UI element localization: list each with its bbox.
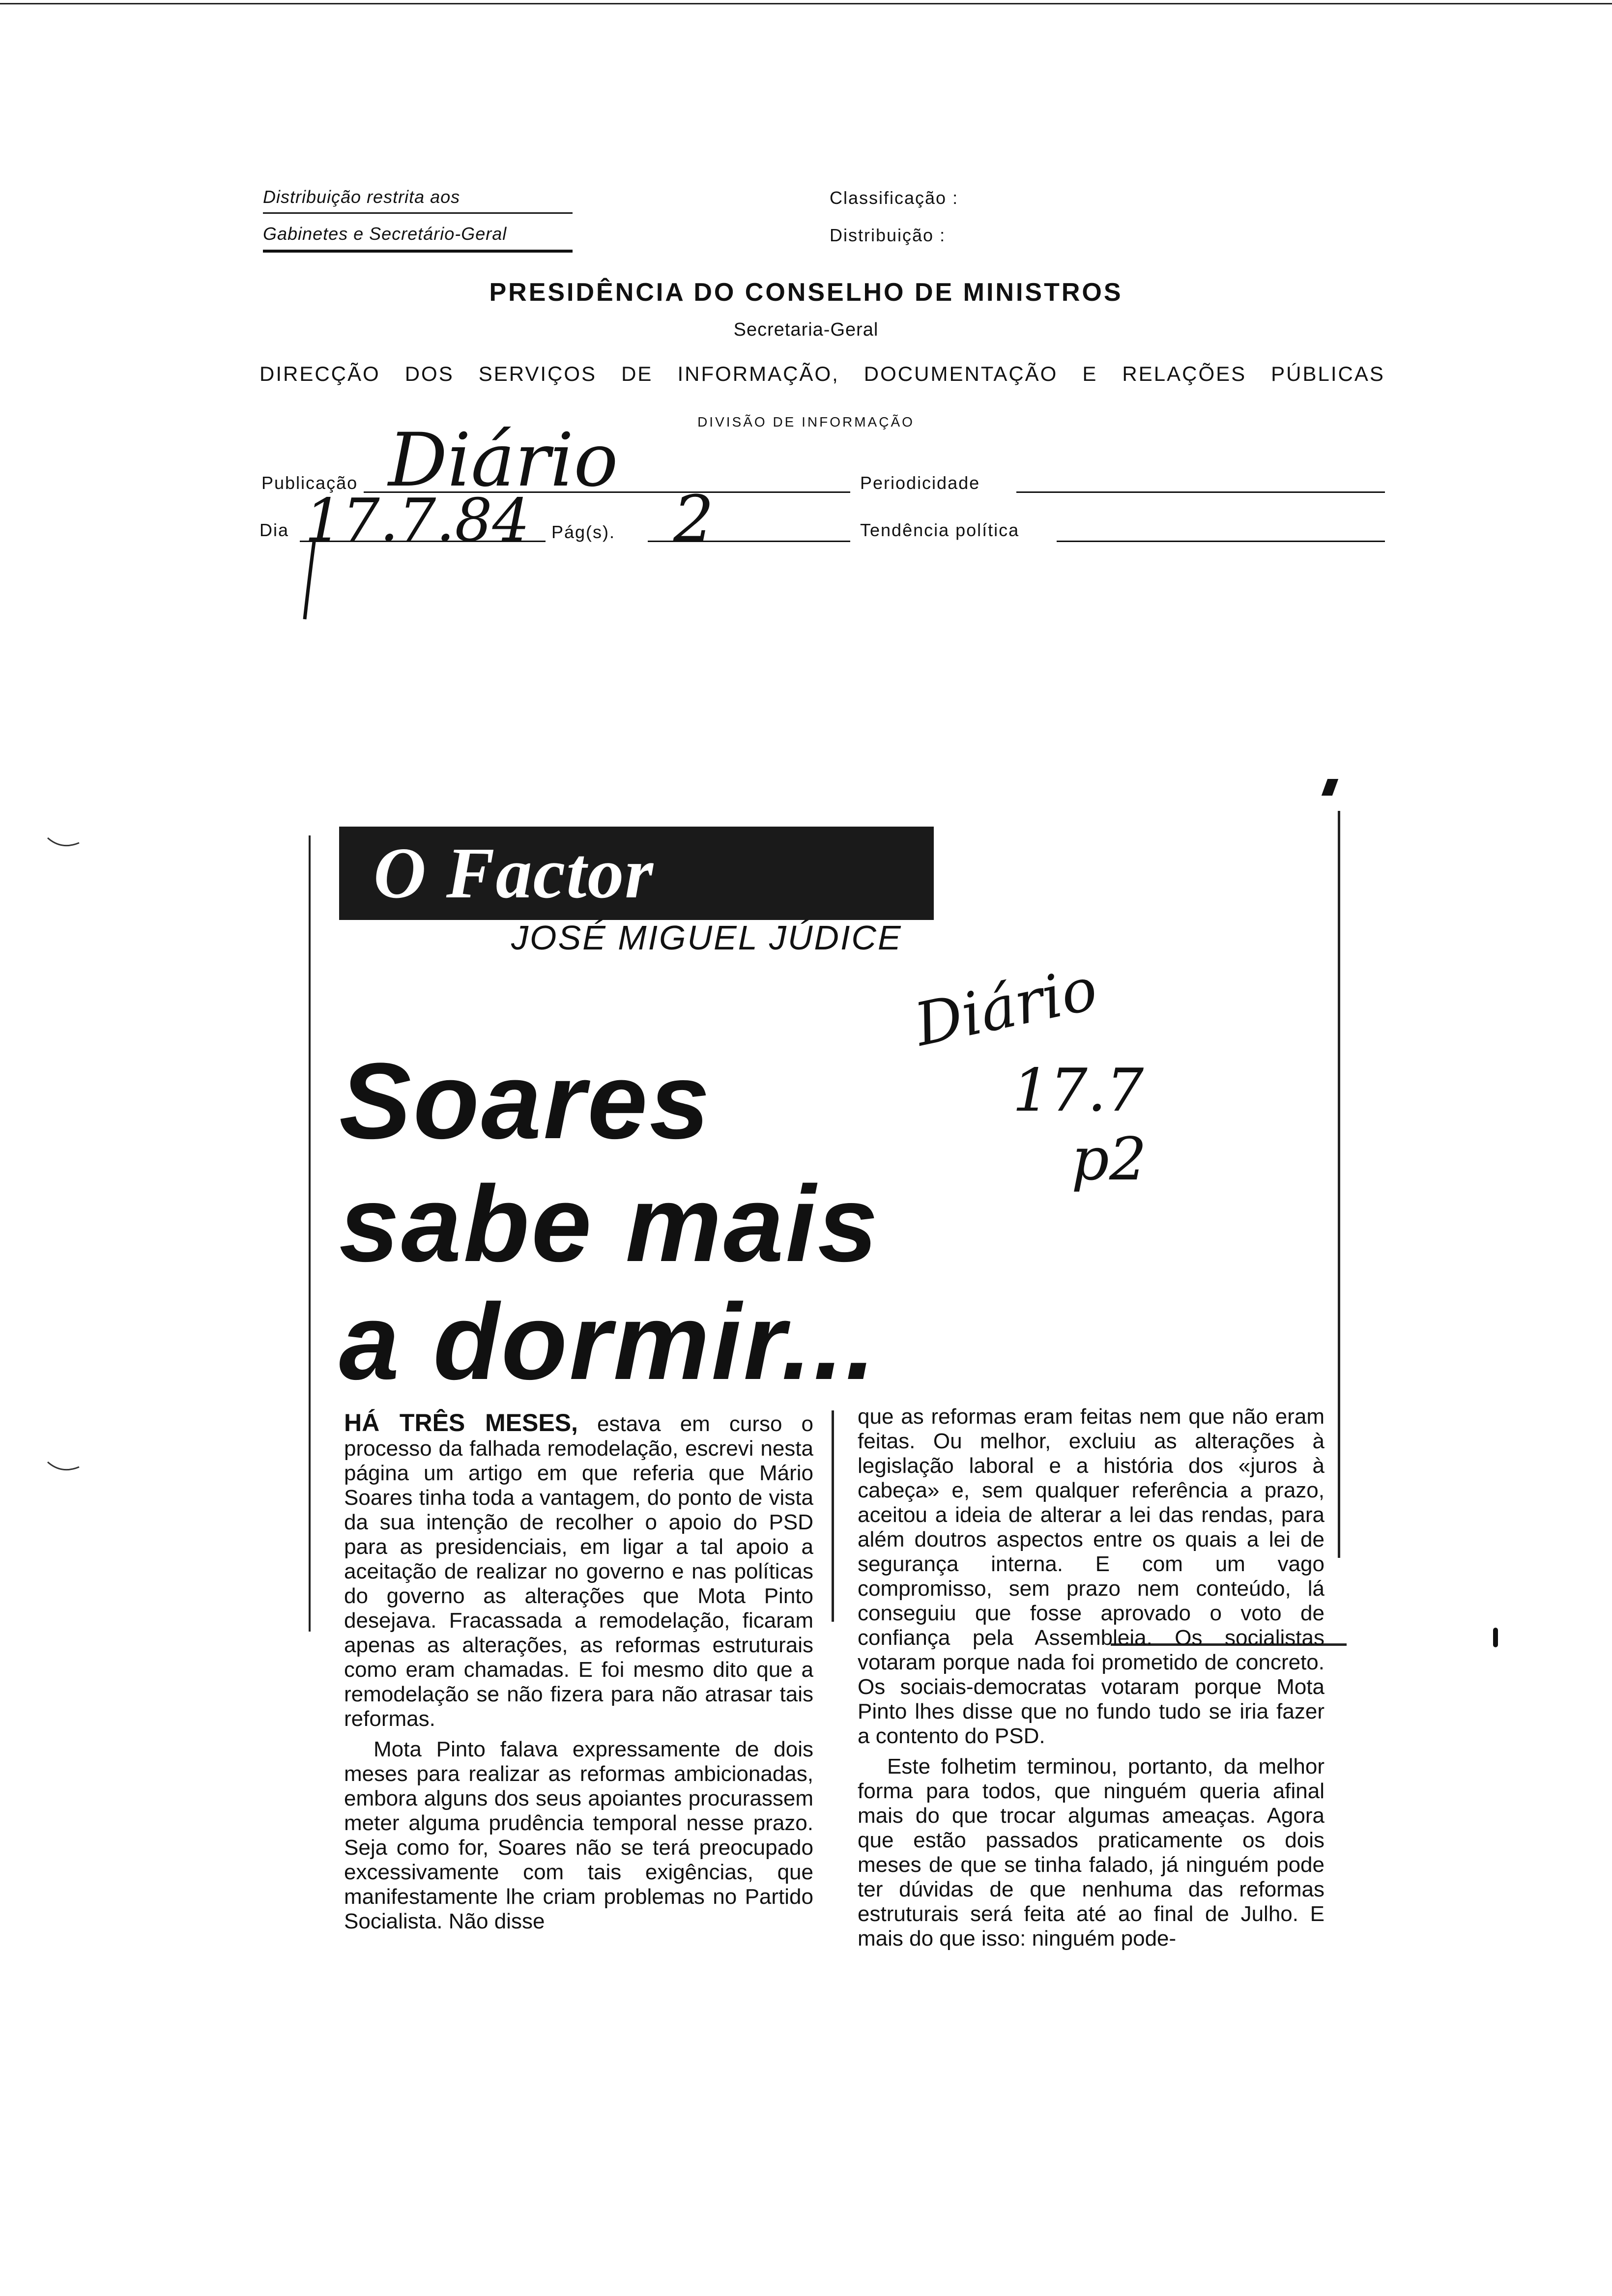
handwritten-note-line-2: 17.7 xyxy=(1012,1057,1144,1125)
direccao-word: DOS xyxy=(404,362,454,385)
headline-line-2: sabe mais xyxy=(339,1163,880,1284)
distribution-underline-1 xyxy=(263,212,573,214)
publicacao-handwritten: Diário xyxy=(388,418,618,503)
publicacao-label: Publicação xyxy=(261,473,358,493)
divisao-informacao: DIVISÃO DE INFORMAÇÃO xyxy=(697,414,915,430)
top-edge-line xyxy=(0,3,1612,4)
periodicidade-line xyxy=(1016,491,1385,493)
tendencia-line xyxy=(1057,541,1385,542)
handwritten-note-line-1: Diário xyxy=(909,954,1103,1060)
lead-in: HÁ TRÊS MESES, xyxy=(344,1409,578,1436)
direccao-word: DE xyxy=(621,362,653,385)
scan-mark xyxy=(1322,779,1338,796)
dia-handwritten: 17.7.84 xyxy=(305,487,530,555)
classificacao-label: Classificação : xyxy=(830,188,959,208)
handwritten-note-line-3: p2 xyxy=(1071,1125,1147,1194)
pen-stroke-icon xyxy=(295,536,324,624)
paragraph xyxy=(344,1410,813,1731)
paragraph: que as reformas eram feitas nem que não eram feitas. Ou melhor, excluiu as alterações à legislação laboral e a história dos «juros à cabeça» e, sem qualquer referência a prazo, aceitou a ideia de alterar a lei das rendas, para além doutros aspectos entre os quais a lei de segurança interna. E com um vago compromisso, sem prazo nem conteúdo, lá conseguiu que fosse aprovado o voto de confiança pela Assembleia. Os socialistas votaram porque nada foi prometido de concreto. Os sociais-democratas votaram porque Mota Pinto lhes disse que no fundo tudo se iria fazer a contento do PSD. xyxy=(858,1405,1324,1748)
scan-curve-icon xyxy=(47,835,81,850)
distribuicao-label: Distribuição : xyxy=(830,225,946,245)
direccao-word: SERVIÇOS xyxy=(478,362,597,385)
paragraph: Este folhetim terminou, portanto, da melhor forma para todos, que ninguém queria afinal mais do que trocar algumas ameaças. Agora que estão passados praticamente os dois meses de que se tinha falado, já ninguém pode ter dúvidas de que nenhuma das reformas estruturais será feita até ao final de Julho. E mais do que isso: ninguém pode- xyxy=(858,1754,1324,1951)
direccao-word: PÚBLICAS xyxy=(1271,362,1385,385)
dia-label: Dia xyxy=(259,520,289,540)
article-column-2 xyxy=(858,1405,1324,1951)
author-byline: JOSÉ MIGUEL JÚDICE xyxy=(511,918,902,957)
article-column-1 xyxy=(344,1410,813,1934)
scan-curve-icon xyxy=(47,1460,81,1474)
presidencia-title: PRESIDÊNCIA DO CONSELHO DE MINISTROS xyxy=(489,278,1123,307)
direccao-word: DIRECÇÃO xyxy=(259,362,380,385)
column-title-banner: O Factor Humano xyxy=(339,827,934,920)
periodicidade-label: Periodicidade xyxy=(860,473,980,493)
distribution-line-1: Distribuição restrita aos xyxy=(263,187,461,207)
pags-label: Pág(s). xyxy=(551,522,616,542)
distribution-underline-2 xyxy=(263,250,573,253)
direccao-word: E xyxy=(1082,362,1098,385)
article-left-rule xyxy=(309,835,311,1632)
article-right-rule xyxy=(1338,811,1340,1558)
direccao-word: DOCUMENTAÇÃO xyxy=(864,362,1058,385)
paragraph: Mota Pinto falava expressamente de dois meses para realizar as reformas ambicionadas, embora alguns dos seus apoiantes procurassem meter alguma prudência temporal nesse prazo. Seja como for, Soares não se terá preocupado excessivamente com tais exigências, que manifestamente lhe criam problemas no Partido Socialista. Não disse xyxy=(344,1737,813,1933)
headline-line-1: Soares xyxy=(339,1040,712,1161)
tendencia-label: Tendência política xyxy=(860,520,1020,540)
paragraph-text: estava em curso o processo da falhada remodelação, escrevi nesta página um artigo em que referia que Mário Soares tinha toda a vantagem, do ponto de vista da sua intenção de recolher o apoio do PSD para as presidenciais, em ligar a tal apoio a aceitação de realizar no governo e nas políticas do governo as alterações que Mota Pinto desejava. Fracassada a remodelação, ficaram apenas as alterações, as reformas estruturais como eram chamadas. E foi mesmo dito que a remodelação se não fizera para não atrasar tais reformas. xyxy=(344,1412,813,1731)
distribution-line-2: Gabinetes e Secretário-Geral xyxy=(263,224,507,244)
direccao-word: RELAÇÕES xyxy=(1122,362,1247,385)
pags-handwritten: 2 xyxy=(673,482,714,556)
secretaria-geral: Secretaria-Geral xyxy=(733,319,879,340)
column-divider xyxy=(832,1410,834,1622)
direccao-line xyxy=(259,362,1385,386)
headline-line-3: a dormir... xyxy=(339,1281,878,1402)
direccao-word: INFORMAÇÃO, xyxy=(677,362,839,385)
scan-mark xyxy=(1493,1628,1498,1647)
